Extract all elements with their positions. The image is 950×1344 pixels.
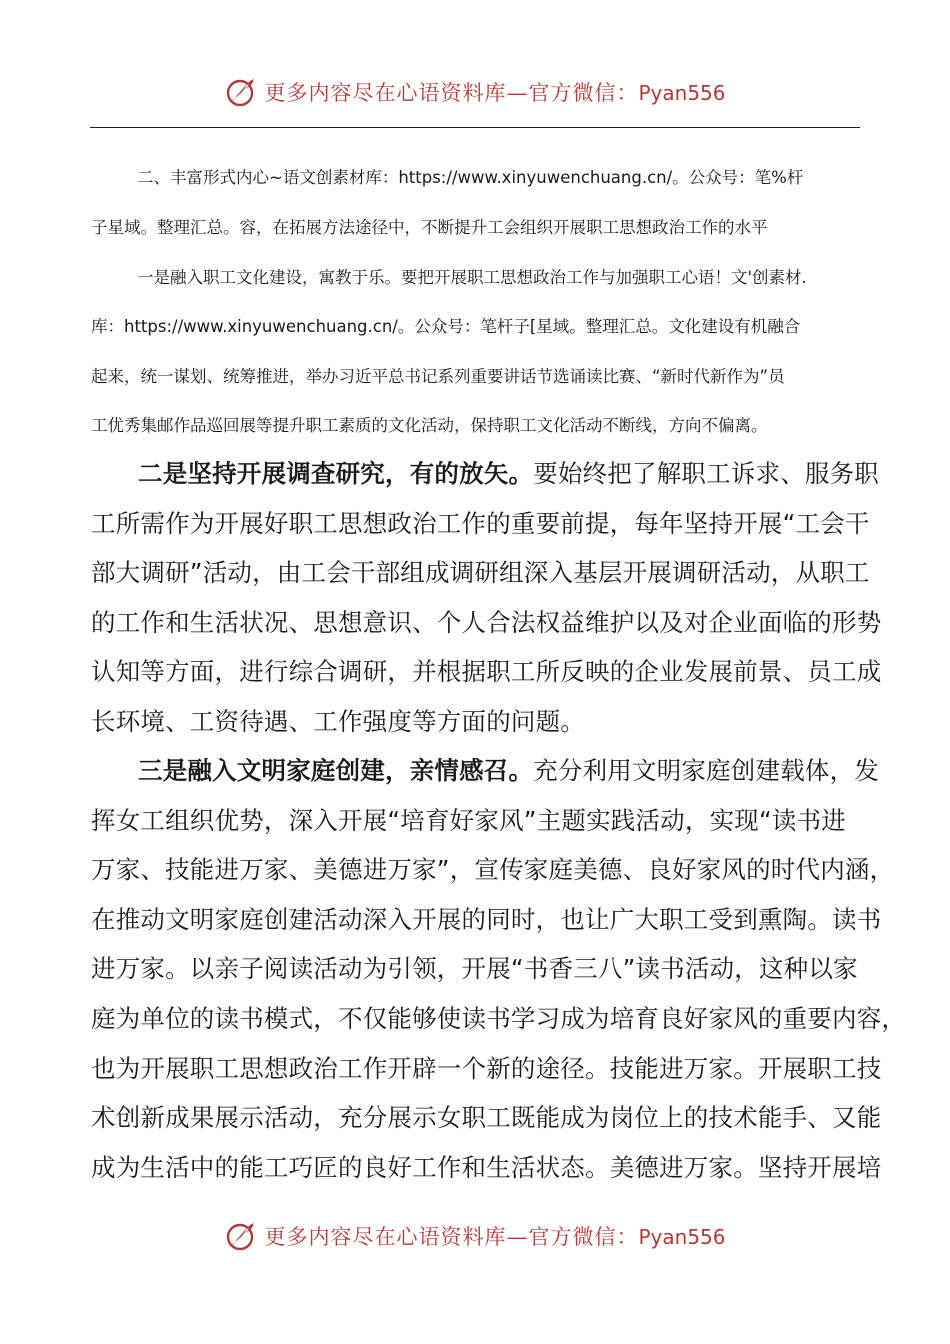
- small-line: 一是融入职工文化建设，寓教于乐。要把开展职工思想政治工作与加强职工心语！文'创素材.: [137, 268, 807, 287]
- paragraph-line: 工所需作为开展好职工思想政治工作的重要前提，每年坚持开展“工会干: [91, 508, 870, 538]
- paragraph-line: 的工作和生活状况、思想意识、个人合法权益维护以及对企业面临的形势: [91, 607, 882, 637]
- small-line: 库：https://www.xinyuwenchuang.cn/。公众号：笔杆子[星域。整理汇总。文化建设有机融合: [91, 317, 801, 336]
- small-line: 二、丰富形式内心~语文创素材库：https://www.xinyuwenchuang.cn/。公众号：笔%杆: [137, 168, 804, 187]
- small-line: 子星域。整理汇总。容，在拓展方法途径中，不断提升工会组织开展职工思想政治工作的水平: [91, 218, 768, 237]
- footer-banner: [0, 1216, 950, 1256]
- quill-logo-icon: [224, 1219, 258, 1253]
- paragraph-line: 术创新成果展示活动，充分展示女职工既能成为岗位上的技术能手、又能: [91, 1103, 882, 1133]
- header-banner: [0, 72, 950, 112]
- small-line: 工优秀集邮作品巡回展等提升职工素质的文化活动，保持职工文化活动不断线，方向不偏离。: [91, 416, 768, 435]
- wechat-id: Pyan556: [638, 1225, 726, 1249]
- paragraph-line: 在推动文明家庭创建活动深入开展的同时，也让广大职工受到熏陶。读书: [91, 904, 882, 934]
- paragraph-line: 万家、技能进万家、美德进万家”，宣传家庭美德、良好家风的时代内涵，: [91, 855, 895, 885]
- paragraph-line: 部大调研”活动，由工会干部组成调研组深入基层开展调研活动，从职工: [91, 558, 870, 588]
- footer-banner-text: 更多内容尽在心语资料库—官方微信：Pyan556: [264, 1225, 726, 1249]
- paragraph-line: 认知等方面，进行综合调研，并根据职工所反映的企业发展前景、员工成: [91, 657, 882, 687]
- paragraph-line: 也为开展职工思想政治工作开辟一个新的途径。技能进万家。开展职工技: [91, 1053, 882, 1083]
- paragraph-line: 进万家。以亲子阅读活动为引领，开展“书香三八”读书活动，这种以家: [91, 954, 858, 984]
- paragraph-line: 庭为单位的读书模式，不仅能够使读书学习成为培育良好家风的重要内容，: [91, 1003, 907, 1033]
- paragraph-research: [91, 449, 882, 747]
- paragraph-family: [91, 746, 907, 1192]
- paragraph-line: 二是坚持开展调查研究，有的放矢。要始终把了解职工诉求、服务职: [138, 459, 880, 488]
- small-line: 起来，统一谋划、统筹推进，举办习近平总书记系列重要讲话节选诵读比赛、“新时代新作为”员: [91, 367, 785, 386]
- paragraph-line: 三是融入文明家庭创建，亲情感召。充分利用文明家庭创建载体，发: [138, 756, 880, 785]
- wechat-id: Pyan556: [638, 81, 726, 105]
- paragraph-heading: 二是坚持开展调查研究，有的放矢。: [138, 459, 534, 488]
- quill-logo-icon: [224, 75, 258, 109]
- header-banner-text: 更多内容尽在心语资料库—官方微信：Pyan556: [264, 81, 726, 105]
- paragraph-line: 成为生活中的能工巧匠的良好工作和生活状态。美德进万家。坚持开展培: [91, 1152, 882, 1182]
- header-divider: [90, 127, 860, 128]
- paragraph-line: 挥女工组织优势，深入开展“培育好家风”主题实践活动，实现“读书进: [91, 805, 846, 835]
- paragraph-line: 长环境、工资待遇、工作强度等方面的问题。: [91, 706, 585, 736]
- paragraph-heading: 三是融入文明家庭创建，亲情感召。: [138, 756, 534, 785]
